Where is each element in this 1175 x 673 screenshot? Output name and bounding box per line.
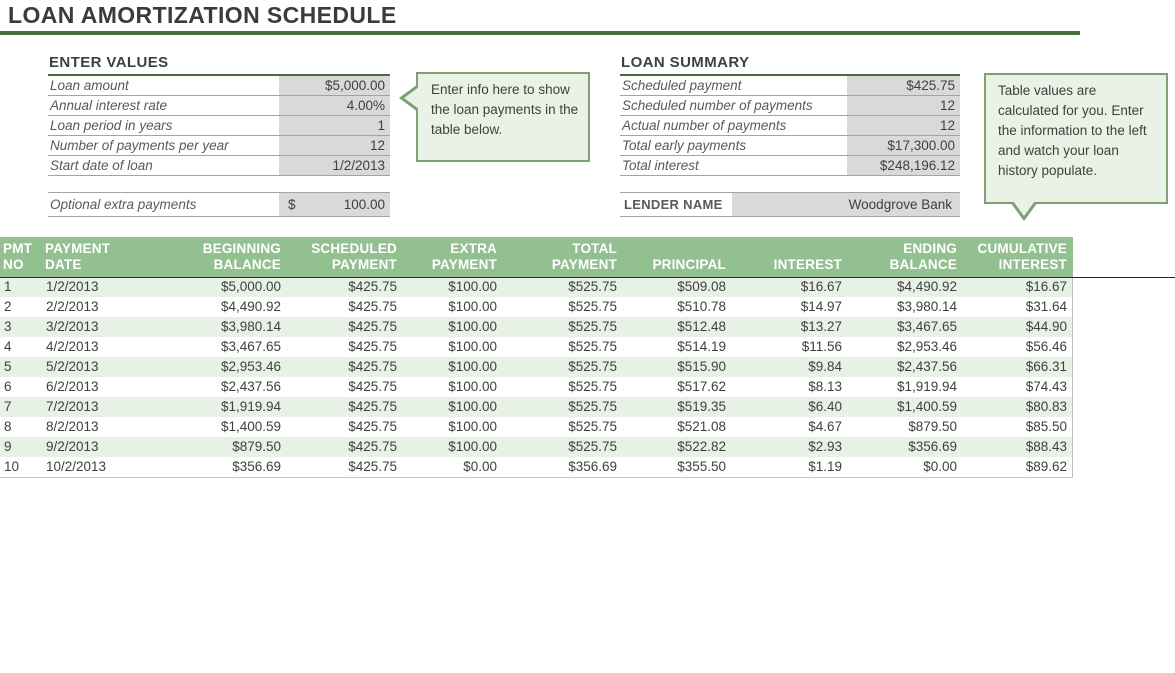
cell-principal: $509.08 bbox=[677, 279, 726, 294]
loan-amount-row bbox=[48, 76, 390, 96]
column-header-pmt-no: PMT NO bbox=[3, 241, 33, 272]
cell-beginning-balance: $2,437.56 bbox=[220, 379, 281, 394]
scheduled-payment-cell: $425.75 bbox=[845, 76, 960, 95]
cell-interest: $13.27 bbox=[800, 319, 842, 334]
extra-payments-label: Optional extra payments bbox=[50, 197, 197, 212]
cell-cumulative-interest: $89.62 bbox=[1025, 459, 1067, 474]
enter-info-callout bbox=[416, 72, 590, 162]
loan-period-cell[interactable]: 1 bbox=[277, 116, 390, 135]
amortization-table bbox=[0, 237, 1073, 478]
cell-payment-date: 9/2/2013 bbox=[46, 439, 99, 454]
cell-pmt-no: 2 bbox=[4, 299, 12, 314]
loan-amount-cell[interactable]: $5,000.00 bbox=[277, 76, 390, 95]
extra-payments-value: 100.00 bbox=[343, 197, 385, 212]
table-row bbox=[0, 337, 1072, 357]
cell-pmt-no: 3 bbox=[4, 319, 12, 334]
actual-payments-count-label: Actual number of payments bbox=[622, 118, 787, 133]
lender-name-cell[interactable]: Woodgrove Bank bbox=[732, 193, 960, 216]
cell-extra-payment: $100.00 bbox=[448, 379, 497, 394]
cell-payment-date: 8/2/2013 bbox=[46, 419, 99, 434]
cell-scheduled-payment: $425.75 bbox=[348, 299, 397, 314]
cell-scheduled-payment: $425.75 bbox=[348, 459, 397, 474]
cell-extra-payment: $100.00 bbox=[448, 319, 497, 334]
column-header-principal: PRINCIPAL bbox=[652, 257, 726, 272]
cell-principal: $521.08 bbox=[677, 419, 726, 434]
extra-payments-row bbox=[48, 192, 390, 217]
cell-payment-date: 6/2/2013 bbox=[46, 379, 99, 394]
total-early-payments-cell: $17,300.00 bbox=[845, 136, 960, 155]
scheduled-payments-count-label: Scheduled number of payments bbox=[622, 98, 813, 113]
cell-interest: $4.67 bbox=[808, 419, 842, 434]
cell-scheduled-payment: $425.75 bbox=[348, 279, 397, 294]
table-row bbox=[0, 377, 1072, 397]
cell-beginning-balance: $1,919.94 bbox=[220, 399, 281, 414]
interest-rate-label: Annual interest rate bbox=[50, 98, 168, 113]
table-row bbox=[0, 277, 1072, 297]
cell-pmt-no: 10 bbox=[4, 459, 20, 474]
cell-beginning-balance: $2,953.46 bbox=[220, 359, 281, 374]
cell-beginning-balance: $879.50 bbox=[232, 439, 281, 454]
cell-extra-payment: $100.00 bbox=[448, 359, 497, 374]
actual-payments-count-cell: 12 bbox=[845, 116, 960, 135]
cell-principal: $355.50 bbox=[677, 459, 726, 474]
cell-pmt-no: 9 bbox=[4, 439, 12, 454]
cell-scheduled-payment: $425.75 bbox=[348, 319, 397, 334]
cell-scheduled-payment: $425.75 bbox=[348, 359, 397, 374]
cell-beginning-balance: $356.69 bbox=[232, 459, 281, 474]
enter-values-section bbox=[48, 54, 390, 176]
cell-cumulative-interest: $85.50 bbox=[1025, 419, 1067, 434]
cell-interest: $2.93 bbox=[808, 439, 842, 454]
cell-payment-date: 7/2/2013 bbox=[46, 399, 99, 414]
table-row bbox=[0, 457, 1072, 477]
cell-beginning-balance: $3,980.14 bbox=[220, 319, 281, 334]
cell-pmt-no: 5 bbox=[4, 359, 12, 374]
schedule-header-row bbox=[0, 237, 1073, 277]
payments-per-year-cell[interactable]: 12 bbox=[277, 136, 390, 155]
interest-rate-row bbox=[48, 96, 390, 116]
enter-values-heading: ENTER VALUES bbox=[49, 54, 169, 71]
table-row bbox=[0, 437, 1072, 457]
cell-extra-payment: $100.00 bbox=[448, 339, 497, 354]
cell-beginning-balance: $1,400.59 bbox=[220, 419, 281, 434]
enter-info-callout-text: Enter info here to show the loan payments in the table below. bbox=[431, 82, 579, 137]
cell-payment-date: 1/2/2013 bbox=[46, 279, 99, 294]
cell-cumulative-interest: $31.64 bbox=[1025, 299, 1067, 314]
cell-payment-date: 5/2/2013 bbox=[46, 359, 99, 374]
cell-beginning-balance: $3,467.65 bbox=[220, 339, 281, 354]
cell-total-payment: $525.75 bbox=[568, 399, 617, 414]
cell-pmt-no: 7 bbox=[4, 399, 12, 414]
cell-total-payment: $525.75 bbox=[568, 359, 617, 374]
cell-total-payment: $525.75 bbox=[568, 299, 617, 314]
cell-principal: $517.62 bbox=[677, 379, 726, 394]
cell-extra-payment: $100.00 bbox=[448, 399, 497, 414]
loan-period-label: Loan period in years bbox=[50, 118, 173, 133]
column-header-beginning-balance: BEGINNING BALANCE bbox=[202, 241, 281, 272]
cell-cumulative-interest: $44.90 bbox=[1025, 319, 1067, 334]
start-date-row bbox=[48, 156, 390, 176]
table-values-callout-text: Table values are calculated for you. Enter the information to the left and watch your loan history populate. bbox=[998, 83, 1147, 178]
cell-ending-balance: $879.50 bbox=[908, 419, 957, 434]
cell-principal: $515.90 bbox=[677, 359, 726, 374]
cell-ending-balance: $2,953.46 bbox=[896, 339, 957, 354]
table-row bbox=[0, 417, 1072, 437]
cell-ending-balance: $1,919.94 bbox=[896, 379, 957, 394]
total-interest-cell: $248,196.12 bbox=[845, 156, 960, 175]
payments-per-year-row bbox=[48, 136, 390, 156]
cell-principal: $519.35 bbox=[677, 399, 726, 414]
cell-scheduled-payment: $425.75 bbox=[348, 339, 397, 354]
lender-name-row bbox=[620, 192, 960, 217]
cell-principal: $510.78 bbox=[677, 299, 726, 314]
total-early-payments-label: Total early payments bbox=[622, 138, 747, 153]
cell-pmt-no: 6 bbox=[4, 379, 12, 394]
cell-total-payment: $525.75 bbox=[568, 319, 617, 334]
cell-payment-date: 10/2/2013 bbox=[46, 459, 107, 474]
loan-summary-heading: LOAN SUMMARY bbox=[621, 54, 750, 71]
cell-total-payment: $525.75 bbox=[568, 419, 617, 434]
title-divider bbox=[0, 31, 1080, 35]
cell-pmt-no: 1 bbox=[4, 279, 12, 294]
cell-payment-date: 2/2/2013 bbox=[46, 299, 99, 314]
cell-cumulative-interest: $56.46 bbox=[1025, 339, 1067, 354]
cell-principal: $522.82 bbox=[677, 439, 726, 454]
payments-per-year-label: Number of payments per year bbox=[50, 138, 229, 153]
total-interest-row bbox=[620, 156, 960, 176]
cell-pmt-no: 8 bbox=[4, 419, 12, 434]
cell-interest: $16.67 bbox=[800, 279, 842, 294]
cell-principal: $512.48 bbox=[677, 319, 726, 334]
cell-beginning-balance: $4,490.92 bbox=[220, 299, 281, 314]
table-row bbox=[0, 317, 1072, 337]
scheduled-payments-count-row bbox=[620, 96, 960, 116]
table-values-callout bbox=[984, 73, 1168, 204]
scheduled-payment-row bbox=[620, 76, 960, 96]
lender-name-label: LENDER NAME bbox=[620, 193, 732, 216]
actual-payments-count-row bbox=[620, 116, 960, 136]
cell-cumulative-interest: $16.67 bbox=[1025, 279, 1067, 294]
table-row bbox=[0, 297, 1072, 317]
loan-period-row bbox=[48, 116, 390, 136]
column-header-cumulative-interest: CUMULATIVE INTEREST bbox=[977, 241, 1067, 272]
cell-extra-payment: $100.00 bbox=[448, 419, 497, 434]
loan-amount-label: Loan amount bbox=[50, 78, 129, 93]
scheduled-payments-count-cell: 12 bbox=[845, 96, 960, 115]
cell-pmt-no: 4 bbox=[4, 339, 12, 354]
start-date-cell[interactable]: 1/2/2013 bbox=[277, 156, 390, 175]
loan-summary-section bbox=[620, 54, 960, 176]
page-title: LOAN AMORTIZATION SCHEDULE bbox=[8, 2, 397, 28]
schedule-body bbox=[0, 277, 1073, 478]
cell-extra-payment: $100.00 bbox=[448, 299, 497, 314]
currency-symbol: $ bbox=[288, 197, 296, 212]
callout-down-arrow-fill bbox=[1013, 201, 1035, 216]
cell-ending-balance: $356.69 bbox=[908, 439, 957, 454]
table-row bbox=[0, 397, 1072, 417]
cell-total-payment: $525.75 bbox=[568, 439, 617, 454]
column-header-ending-balance: ENDING BALANCE bbox=[889, 241, 957, 272]
cell-scheduled-payment: $425.75 bbox=[348, 379, 397, 394]
total-early-payments-row bbox=[620, 136, 960, 156]
start-date-label: Start date of loan bbox=[50, 158, 153, 173]
cell-extra-payment: $100.00 bbox=[448, 279, 497, 294]
cell-interest: $8.13 bbox=[808, 379, 842, 394]
cell-cumulative-interest: $74.43 bbox=[1025, 379, 1067, 394]
column-header-interest: INTEREST bbox=[773, 257, 842, 272]
cell-cumulative-interest: $80.83 bbox=[1025, 399, 1067, 414]
cell-payment-date: 4/2/2013 bbox=[46, 339, 99, 354]
column-header-total-payment: TOTAL PAYMENT bbox=[551, 241, 617, 272]
cell-extra-payment: $0.00 bbox=[463, 459, 497, 474]
cell-total-payment: $525.75 bbox=[568, 339, 617, 354]
cell-cumulative-interest: $88.43 bbox=[1025, 439, 1067, 454]
cell-extra-payment: $100.00 bbox=[448, 439, 497, 454]
cell-interest: $1.19 bbox=[808, 459, 842, 474]
cell-interest: $11.56 bbox=[801, 339, 842, 354]
cell-ending-balance: $1,400.59 bbox=[896, 399, 957, 414]
total-interest-label: Total interest bbox=[622, 158, 699, 173]
extra-payments-cell[interactable] bbox=[277, 193, 390, 216]
column-header-scheduled-payment: SCHEDULED PAYMENT bbox=[311, 241, 397, 272]
scheduled-payment-label: Scheduled payment bbox=[622, 78, 742, 93]
cell-payment-date: 3/2/2013 bbox=[46, 319, 99, 334]
cell-total-payment: $525.75 bbox=[568, 379, 617, 394]
column-header-payment-date: PAYMENT DATE bbox=[45, 241, 111, 272]
cell-interest: $6.40 bbox=[808, 399, 842, 414]
header-bottom-divider bbox=[0, 277, 1175, 278]
cell-beginning-balance: $5,000.00 bbox=[220, 279, 281, 294]
cell-total-payment: $356.69 bbox=[568, 459, 617, 474]
cell-interest: $14.97 bbox=[800, 299, 842, 314]
column-header-extra-payment: EXTRA PAYMENT bbox=[431, 241, 497, 272]
callout-left-arrow-fill bbox=[404, 87, 419, 109]
cell-ending-balance: $2,437.56 bbox=[896, 359, 957, 374]
interest-rate-cell[interactable]: 4.00% bbox=[277, 96, 390, 115]
cell-ending-balance: $3,467.65 bbox=[896, 319, 957, 334]
cell-scheduled-payment: $425.75 bbox=[348, 399, 397, 414]
cell-scheduled-payment: $425.75 bbox=[348, 419, 397, 434]
cell-interest: $9.84 bbox=[808, 359, 842, 374]
cell-principal: $514.19 bbox=[677, 339, 726, 354]
cell-total-payment: $525.75 bbox=[568, 279, 617, 294]
cell-cumulative-interest: $66.31 bbox=[1025, 359, 1067, 374]
cell-ending-balance: $4,490.92 bbox=[896, 279, 957, 294]
cell-ending-balance: $3,980.14 bbox=[896, 299, 957, 314]
cell-scheduled-payment: $425.75 bbox=[348, 439, 397, 454]
table-row bbox=[0, 357, 1072, 377]
cell-ending-balance: $0.00 bbox=[923, 459, 957, 474]
